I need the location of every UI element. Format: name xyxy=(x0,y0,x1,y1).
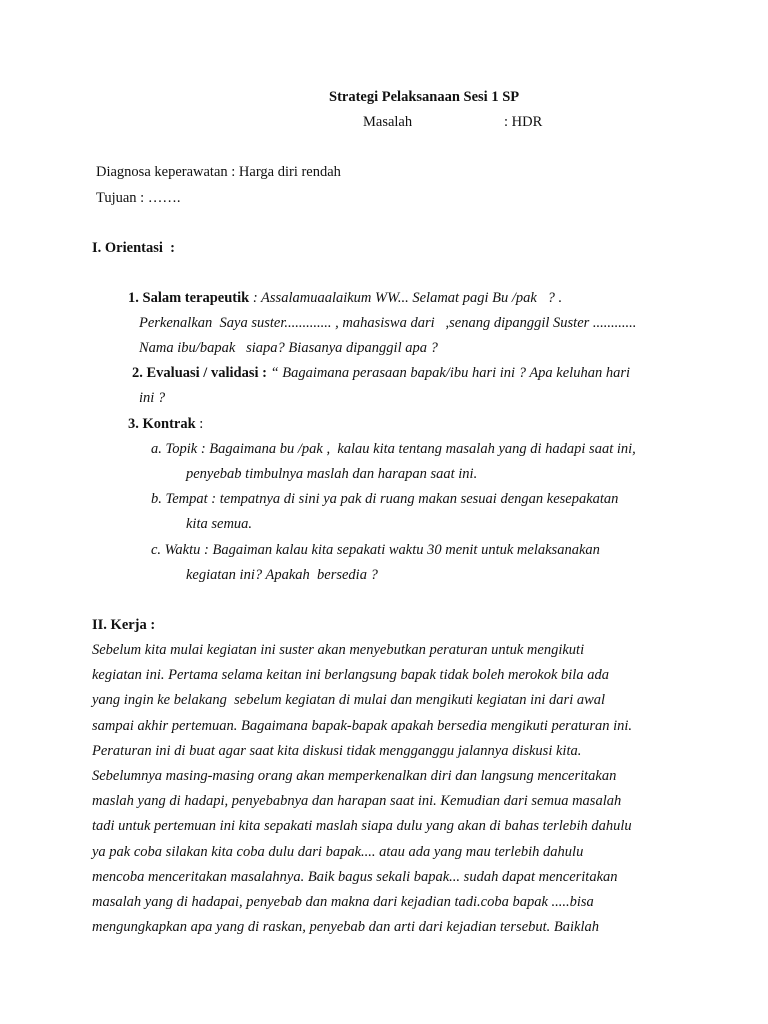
kerja-line: kegiatan ini. Pertama selama keitan ini berlangsung bapak tidak boleh merokok bila ada xyxy=(92,667,609,683)
kerja-line: masalah yang di hadapai, penyebab dan makna dari kejadian tadi.coba bapak .....bisa xyxy=(92,894,594,910)
kontrak-label: 3. Kontrak xyxy=(128,416,196,432)
diagnosa-line: Diagnosa keperawatan : Harga diri rendah xyxy=(96,164,341,180)
kontrak-tempat-continued: kita semua. xyxy=(186,516,253,532)
kerja-line: Peraturan ini di buat agar saat kita diskusi tidak mengganggu jalannya diskusi kita. xyxy=(92,743,582,759)
kontrak-line xyxy=(128,415,203,433)
kerja-line: yang ingin ke belakang sebelum kegiatan di mulai dan mengikuti kegiatan ini dari awal xyxy=(92,692,606,708)
kerja-line: maslah yang di hadapi, penyebabnya dan harapan saat ini. Kemudian dari semua masalah xyxy=(92,793,622,809)
kontrak-waktu: c. Waktu : Bagaiman kalau kita sepakati waktu 30 menit untuk melaksanakan xyxy=(151,542,600,558)
masalah-label: Masalah xyxy=(363,114,413,130)
orientasi-heading: I. Orientasi : xyxy=(92,240,175,256)
kerja-line: Sebelum kita mulai kegiatan ini suster akan menyebutkan peraturan untuk mengikuti xyxy=(92,642,585,658)
evaluasi-label: 2. Evaluasi / validasi : xyxy=(132,365,267,381)
perkenalan-line: Perkenalkan Saya suster............. , mahasiswa dari ,senang dipanggil Suster ............ xyxy=(139,315,637,331)
nama-line: Nama ibu/bapak siapa? Biasanya dipanggil apa ? xyxy=(139,340,438,356)
kontrak-topik-continued: penyebab timbulnya maslah dan harapan saat ini. xyxy=(186,466,478,482)
kerja-line: mengungkapkan apa yang di raskan, penyebab dan arti dari kejadian tersebut. Baiklah xyxy=(92,919,600,935)
kontrak-waktu-continued: kegiatan ini? Apakah bersedia ? xyxy=(186,567,378,583)
masalah-value: : HDR xyxy=(504,114,543,130)
kerja-line: tadi untuk pertemuan ini kita sepakati maslah siapa dulu yang akan di bahas terlebih dahulu xyxy=(92,818,632,834)
salam-text: : Assalamuaalaikum WW... Selamat pagi Bu /pak ? . xyxy=(249,290,563,306)
document-title: Strategi Pelaksanaan Sesi 1 SP xyxy=(329,89,520,105)
kerja-heading: II. Kerja : xyxy=(92,617,156,633)
tujuan-line: Tujuan : ……. xyxy=(96,190,181,206)
kerja-line: ya pak coba silakan kita coba dulu dari bapak.... atau ada yang mau terlebih dahulu xyxy=(92,844,584,860)
evaluasi-line xyxy=(132,364,630,382)
evaluasi-continued: ini ? xyxy=(139,390,166,406)
kerja-line: Sebelumnya masing-masing orang akan memperkenalkan diri dan langsung menceritakan xyxy=(92,768,617,784)
kontrak-tempat: b. Tempat : tempatnya di sini ya pak di ruang makan sesuai dengan kesepakatan xyxy=(151,491,619,507)
evaluasi-text: “ Bagaimana perasaan bapak/ibu hari ini ? Apa keluhan hari xyxy=(266,365,630,381)
kontrak-topik: a. Topik : Bagaimana bu /pak , kalau kita tentang masalah yang di hadapi saat ini, xyxy=(151,441,636,457)
salam-line xyxy=(128,289,562,307)
kerja-line: sampai akhir pertemuan. Bagaimana bapak-bapak apakah bersedia mengikuti peraturan ini. xyxy=(92,718,633,734)
salam-label: 1. Salam terapeutik xyxy=(128,290,250,306)
kerja-line: mencoba menceritakan masalahnya. Baik bagus sekali bapak... sudah dapat menceritakan xyxy=(92,869,618,885)
kontrak-colon: : xyxy=(195,416,204,432)
